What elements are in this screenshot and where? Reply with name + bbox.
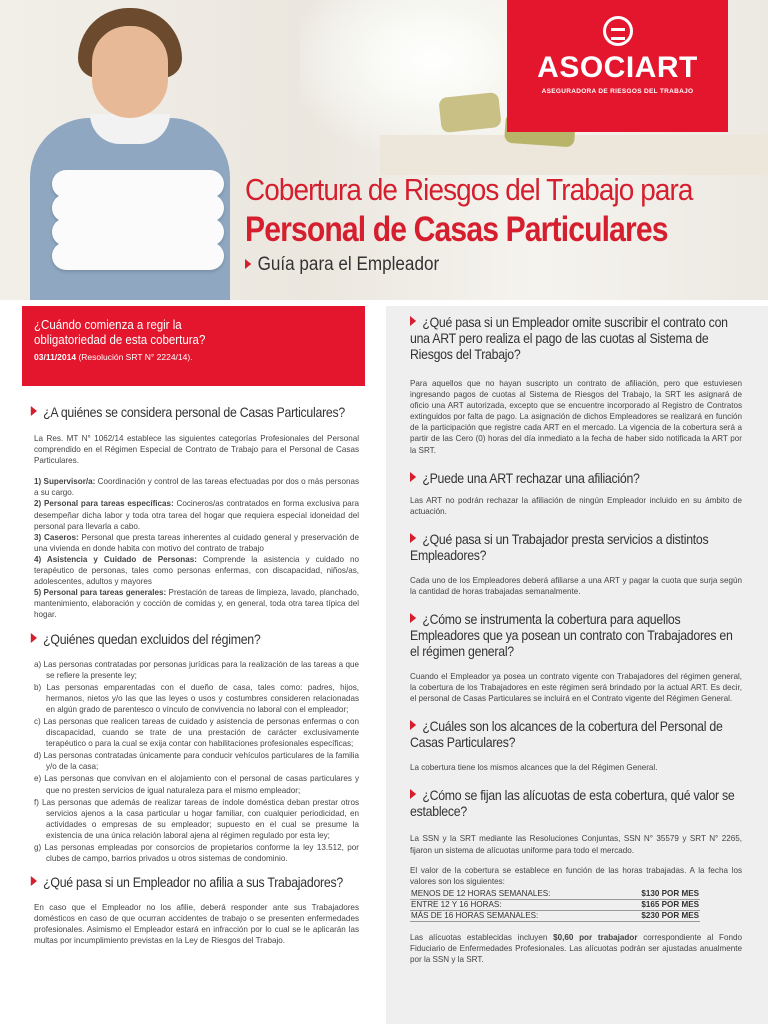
list-item: f) Las personas que además de realizar tareas de índole doméstica deban prestar otros servicios ajenos a la casa particular u hogar familiar, con cualquier periodicidad, en actividades o empresas de su empleador; supuesto en el cual se presume la existencia de una única relación laboral ajena al régimen regulado por esta ley;	[34, 797, 359, 840]
section-personal	[22, 404, 365, 621]
section-alicuotas	[410, 787, 742, 965]
list-item: a) Las personas contratadas por personas jurídicas para la realización de las tareas a que se refiere la presente ley;	[34, 659, 359, 680]
bullet-triangle-icon	[410, 533, 416, 543]
section-heading: ¿Cómo se fijan las alícuotas de esta cobertura, qué valor se establece?	[410, 787, 735, 820]
paragraph: Cada uno de los Empleadores deberá afiliarse a una ART y pagar la cuota que surja según la cantidad de horas trabajadas semanalmente.	[410, 575, 742, 596]
section-heading: ¿Puede una ART rechazar una afiliación?	[410, 470, 702, 486]
bullet-triangle-icon	[31, 406, 37, 416]
section-rechazar-afiliacion	[410, 470, 742, 517]
bullet-triangle-icon	[410, 613, 416, 623]
paragraph: Para aquellos que no hayan suscripto un contrato de afiliación, pero que estuviesen ingresando pagos de cuotas al Sistema de Riesgos del Trabajo, la SRT les asignará de oficio una ART autorizada, excepto que se encuentre incorporado al Registro de Contratos extinguidos por falta de pago. La asignación de dichos Empleadores se realizará en función de la participación que registre cada ART en el mercado. La vigencia de la cobertura será a partir de las Cero (0) horas del día inmediato a la fecha de haber sido notificada la ART por la SRT.	[410, 379, 742, 455]
paragraph: Las alícuotas establecidas incluyen $0,60 por trabajador correspondiente al Fondo Fiduciario de Enfermedades Profesionales. Las alícuotas podrán ser ajustadas anualmente por la SSN y la SRT.	[410, 932, 742, 964]
section-alcances	[410, 718, 742, 773]
highlight-box	[22, 306, 365, 386]
section-distintos-empleadores	[410, 531, 742, 597]
category-item: 5) Personal para tareas generales: Prestación de tareas de limpieza, lavado, planchado, mantenimiento, elaboración y cocción de comidas y, en general, toda otra tarea típica del hogar.	[34, 588, 359, 620]
title-line-1: Cobertura de Riesgos del Trabajo para	[245, 172, 693, 207]
bullet-triangle-icon	[410, 472, 416, 482]
section-heading: ¿Quiénes quedan excluidos del régimen?	[22, 631, 324, 647]
rate-amount: $130 POR MES	[614, 889, 700, 900]
category-item: 3) Caseros: Personal que presta tareas inherentes al cuidado general y preservación de una vivienda en donde habita con motivo del contrato de trabajo	[34, 532, 359, 553]
bullet-triangle-icon	[245, 259, 251, 269]
category-item: 1) Supervisor/a: Coordinación y control de las tareas efectuadas por dos o más personas a su cargo.	[34, 477, 359, 498]
bullet-triangle-icon	[410, 316, 416, 326]
paragraph: La SSN y la SRT mediante las Resoluciones Conjuntas, SSN N° 35579 y SRT N° 2265, fijaron un sistema de alícuotas uniforme para todo el mercado.	[410, 834, 742, 855]
list-item: d) Las personas contratadas únicamente para conducir vehículos particulares de la familia y/o de la casa;	[34, 751, 359, 772]
section-heading: ¿Cómo se instrumenta la cobertura para aquellos Empleadores que ya posean un contrato con Trabajadores en el régimen general?	[410, 611, 733, 660]
rate-amount: $230 POR MES	[614, 910, 700, 921]
paragraph: La Res. MT N° 1062/14 establece las siguientes categorías Profesionales del Personal comprendido en el Régimen Especial de Contrato de Trabajo para el Personal de Casas Particulares.	[34, 434, 359, 466]
rate-amount: $165 POR MES	[614, 899, 700, 910]
subtitle: Guía para el Empleador	[245, 254, 439, 276]
paragraph: El valor de la cobertura se establece en función de las horas trabajadas. A la fecha los valores son los siguientes:	[410, 865, 742, 886]
section-heading: ¿Qué pasa si un Empleador omite suscribir el contrato con una ART pero realiza el pago de las cuotas al Sistema de Riesgos del Trabajo?	[410, 314, 728, 362]
rate-label: ENTRE 12 Y 16 HORAS:	[410, 899, 614, 910]
rate-label: MENOS DE 12 HORAS SEMANALES:	[410, 889, 614, 900]
highlight-question-line-1: ¿Cuándo comienza a regir la	[34, 318, 182, 332]
highlight-date: 03/11/2014 (Resolución SRT N° 2224/14).	[34, 352, 193, 362]
rate-label: MÁS DE 16 HORAS SEMANALES:	[410, 910, 614, 921]
left-column	[22, 306, 365, 947]
rates-table	[410, 889, 700, 922]
section-no-afilia	[22, 874, 365, 946]
section-heading: ¿A quiénes se considera personal de Casas Particulares?	[22, 404, 324, 420]
bullet-triangle-icon	[410, 789, 416, 799]
towels-stack	[52, 170, 224, 290]
excluded-list	[22, 659, 365, 865]
list-item: b) Las personas emparentadas con el dueño de casa, tales como: padres, hijos, hermanos, nietos y/o las que las leyes o usos y costumbres consideren relacionadas en algún grado de parentesco o vínculo de convivencia no laboral con el empleador;	[34, 682, 359, 714]
table-row	[410, 889, 700, 900]
section-heading: ¿Qué pasa si un Trabajador presta servicios a distintos Empleadores?	[410, 530, 709, 563]
bullet-triangle-icon	[31, 633, 37, 643]
highlight-question-line-2: obligatoriedad de esta cobertura?	[34, 333, 206, 347]
asociart-brand	[507, 0, 728, 132]
paragraph: Cuando el Empleador ya posea un contrato vigente con Trabajadores del régimen general, la cobertura de los Trabajadores en este régimen será brindado por la actual ART. Es decir, el personal de Casas Particulares se incluirá en el Contrato vigente del Régimen General.	[410, 672, 742, 704]
category-item: 2) Personal para tareas específicas: Cocineros/as contratados en forma exclusiva para desempeñar dicha labor y toda otra tarea del hogar que requiera especial idoneidad del personal para llevarla a cabo.	[34, 499, 360, 531]
bullet-triangle-icon	[410, 720, 416, 730]
paragraph: Las ART no podrán rechazar la afiliación de ningún Empleador incluido en su ámbito de actuación.	[410, 495, 742, 516]
list-item: g) Las personas empleadas por consorcios de propietarios conforme la ley 13.512, por clubes de campo, barrios privados u otros sistemas de condominio.	[34, 843, 359, 864]
table-row	[410, 910, 700, 921]
section-heading: ¿Qué pasa si un Empleador no afilia a sus Trabajadores?	[22, 874, 324, 890]
brand-tagline: ASEGURADORA DE RIESGOS DEL TRABAJO	[541, 88, 694, 95]
list-item: c) Las personas que realicen tareas de cuidado y asistencia de personas enfermas o con discapacidad, cuando se trate de una prestación de carácter exclusivamente terapéutico o para la cual se exija contar con habilitaciones profesionales específicas;	[34, 716, 359, 749]
list-item: e) Las personas que convivan en el alojamiento con el personal de casas particulares y que no presten servicios de igual naturaleza para el mismo empleador;	[34, 774, 359, 795]
title-line-2: Personal de Casas Particulares	[245, 210, 668, 249]
section-excluidos	[22, 631, 365, 865]
bullet-triangle-icon	[31, 876, 37, 886]
paragraph: La cobertura tiene los mismos alcances que la del Régimen General.	[410, 763, 658, 773]
section-omite-contrato	[410, 314, 742, 456]
asociart-logo-icon	[603, 16, 633, 46]
right-column	[386, 306, 768, 1024]
background-pillow	[438, 92, 501, 133]
paragraph: En caso que el Empleador no los afilie, deberá responder ante sus Trabajadores domésticos en caso de que ocurran accidentes de trabajo o se presenten enfermedades profesionales. Asimismo el Empleador estará en infracción por lo cual se le aplicarán las multas por incumplimiento previstas en la Ley de Riesgos del Trabajo.	[34, 903, 359, 946]
section-instrumenta-cobertura	[410, 611, 742, 704]
table-row	[410, 899, 700, 910]
brand-name: ASOCIART	[537, 51, 698, 84]
category-item: 4) Asistencia y Cuidado de Personas: Comprende la asistencia y cuidado no terapéutico de personas, tales como personas enfermas, con discapacidad, niños/as, adolescentes, adultos y mayores	[34, 554, 359, 587]
section-heading: ¿Cuáles son los alcances de la cobertura del Personal de Casas Particulares?	[410, 718, 723, 751]
